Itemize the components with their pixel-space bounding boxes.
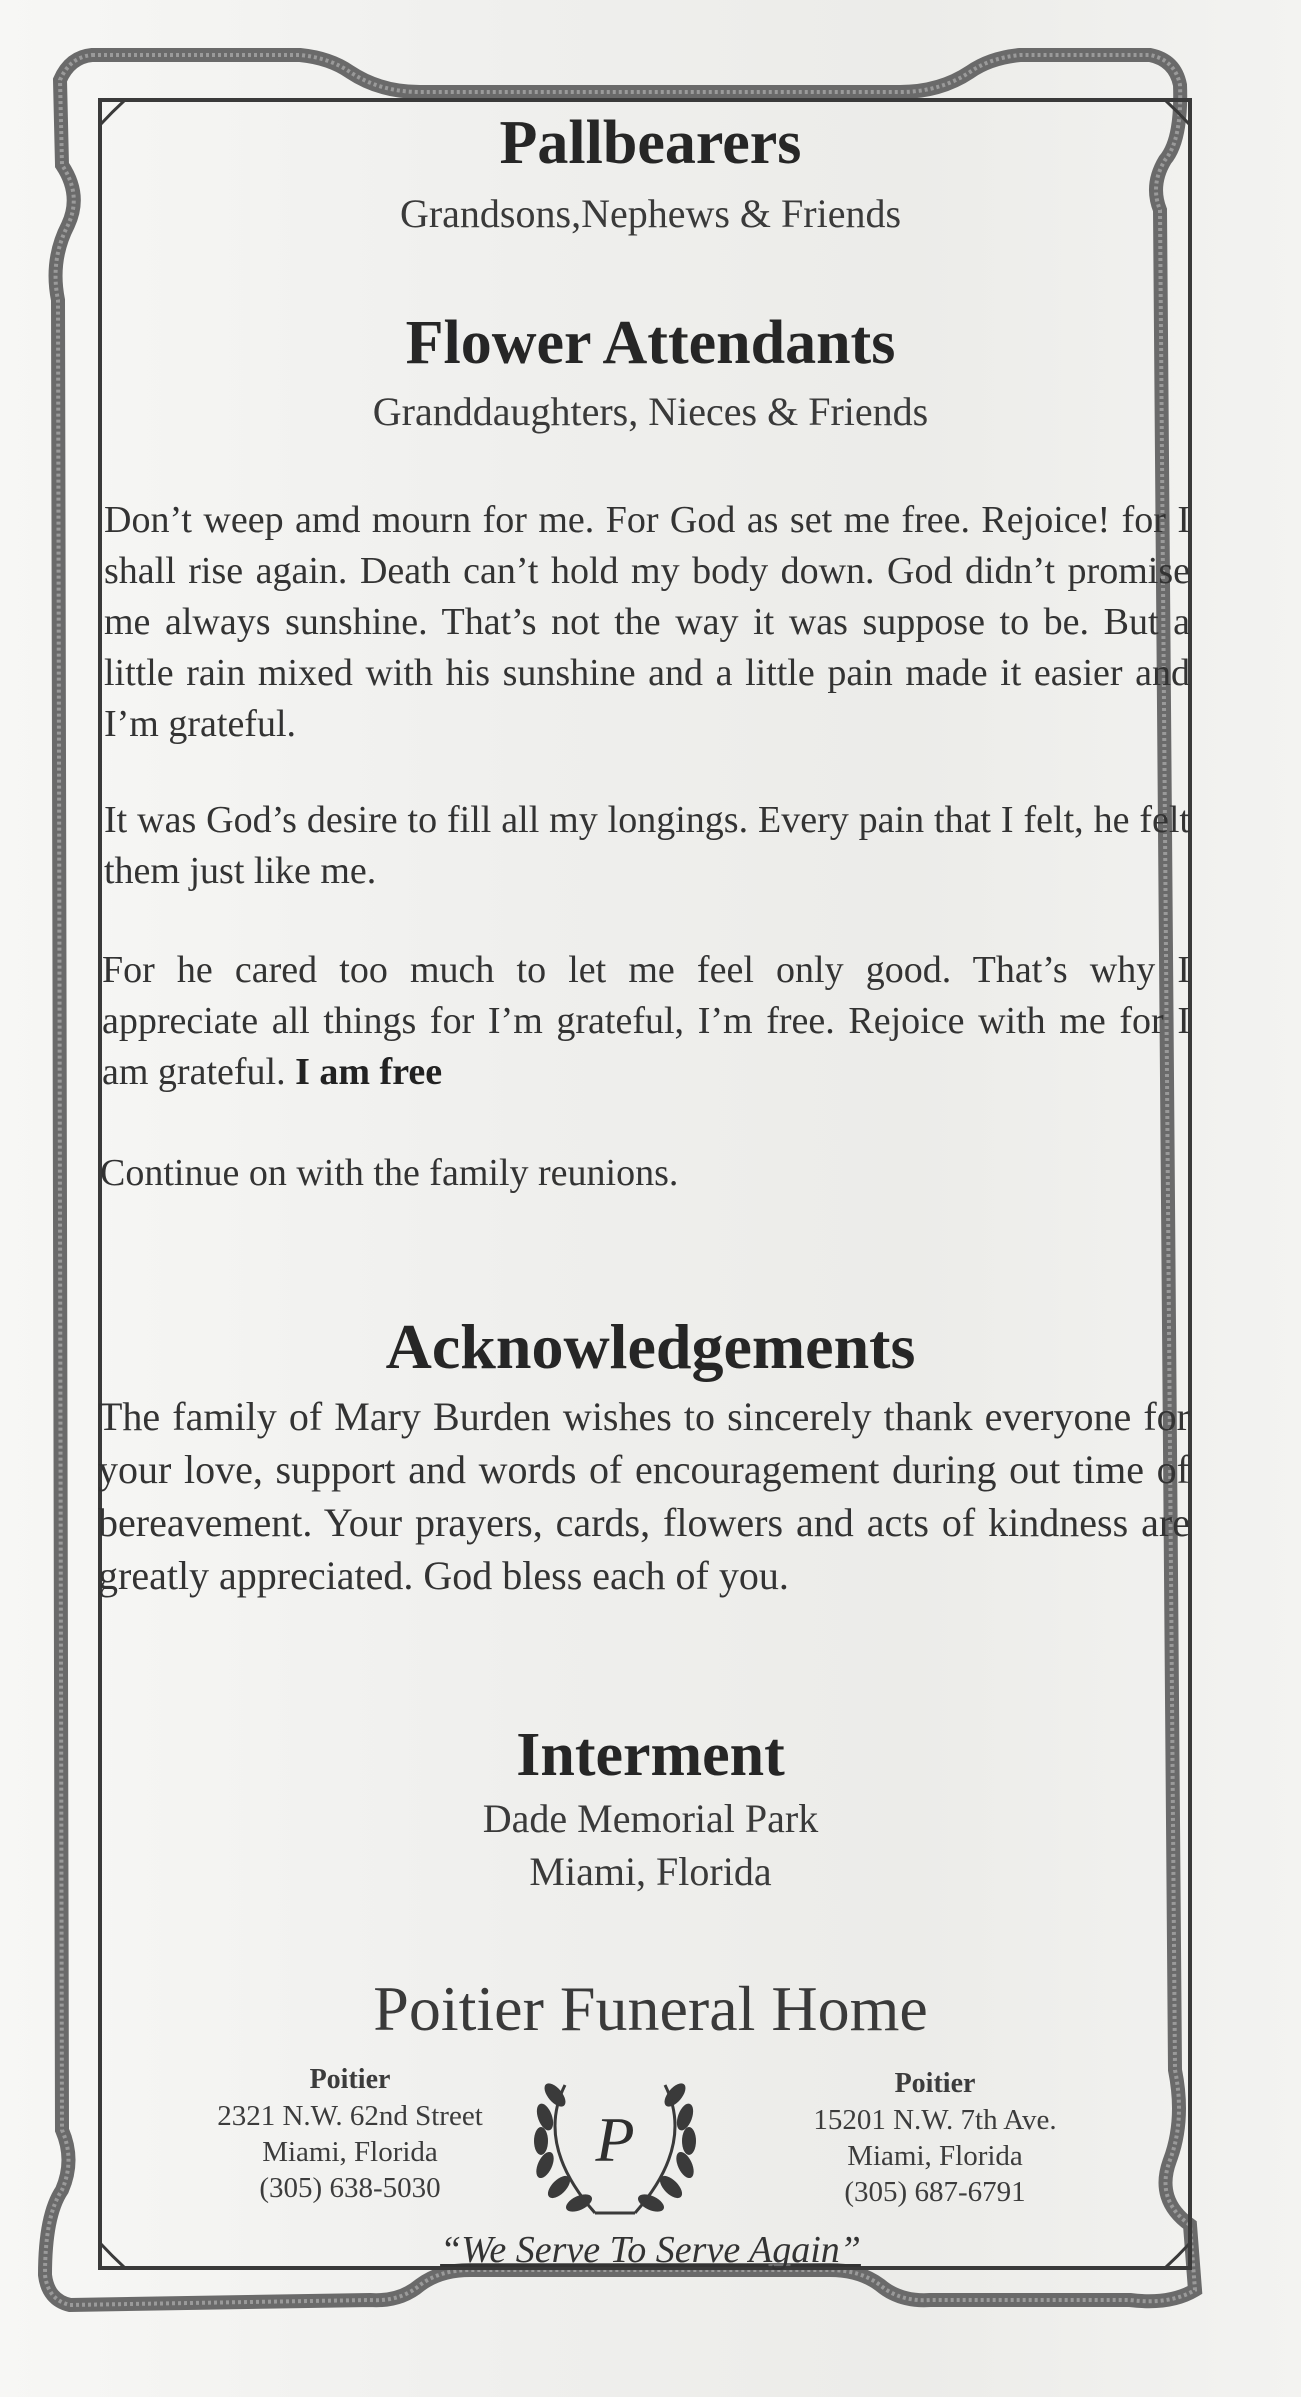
right-location-name: Poitier [894,2068,976,2099]
right-location-city: Miami, Florida [847,2140,1023,2172]
interment-city: Miami, Florida [529,1849,772,1894]
logo-letter: P [595,2104,635,2175]
left-location [160,2062,540,2206]
interment-title: Interment [516,1721,785,1789]
flower-attendants-subtitle: Granddaughters, Nieces & Friends [372,389,929,434]
funeral-home-motto: “We Serve To Serve Again” [440,2229,861,2271]
flower-attendants-title: Flower Attendants [405,309,896,377]
funeral-home-name: Poitier Funeral Home [373,1973,928,2044]
right-location-phone: (305) 687-6791 [844,2176,1026,2208]
poem-paragraph-3-text: For he cared too much to let me feel only good. That’s why I appreciate all things for I’m grateful, I’m free. Rejoice with me for I am grateful. [102,949,1190,1093]
right-location [745,2066,1125,2210]
pallbearers-title: Pallbearers [499,109,802,177]
poem-paragraph-3 [102,945,1190,1098]
acknowledgements-title: Acknowledgements [385,1311,916,1382]
interment-place: Dade Memorial Park [482,1796,819,1841]
left-location-address: 2321 N.W. 62nd Street [217,2100,483,2132]
acknowledgements-body: The family of Mary Burden wishes to sincerely thank everyone for your love, support and words of encouragement during out time of bereavement. Your prayers, cards, flowers and acts of kindness are greatly appreciated. God bless each of you. [98,1394,1190,1598]
poem-paragraph-2: It was God’s desire to fill all my longings. Every pain that I felt, he felt them just like me. [104,799,1190,892]
laurel-wreath-logo [525,2055,705,2225]
left-location-phone: (305) 638-5030 [259,2172,441,2204]
left-location-city: Miami, Florida [262,2136,438,2168]
left-location-name: Poitier [309,2064,391,2095]
poem-paragraph-3-bold: I am free [295,1051,443,1093]
poem-paragraph-4: Continue on with the family reunions. [100,1152,679,1194]
right-location-address: 15201 N.W. 7th Ave. [813,2104,1057,2136]
poem-paragraph-1: Don’t weep amd mourn for me. For God as set me free. Rejoice! for I shall rise again. Death can’t hold my body down. God didn’t promise me always sunshine. That’s not the way it was suppose to be. But a little rain mixed with his sunshine and a little pain made it easier and I’m grateful. [104,499,1190,745]
pallbearers-subtitle: Grandsons,Nephews & Friends [399,191,902,236]
